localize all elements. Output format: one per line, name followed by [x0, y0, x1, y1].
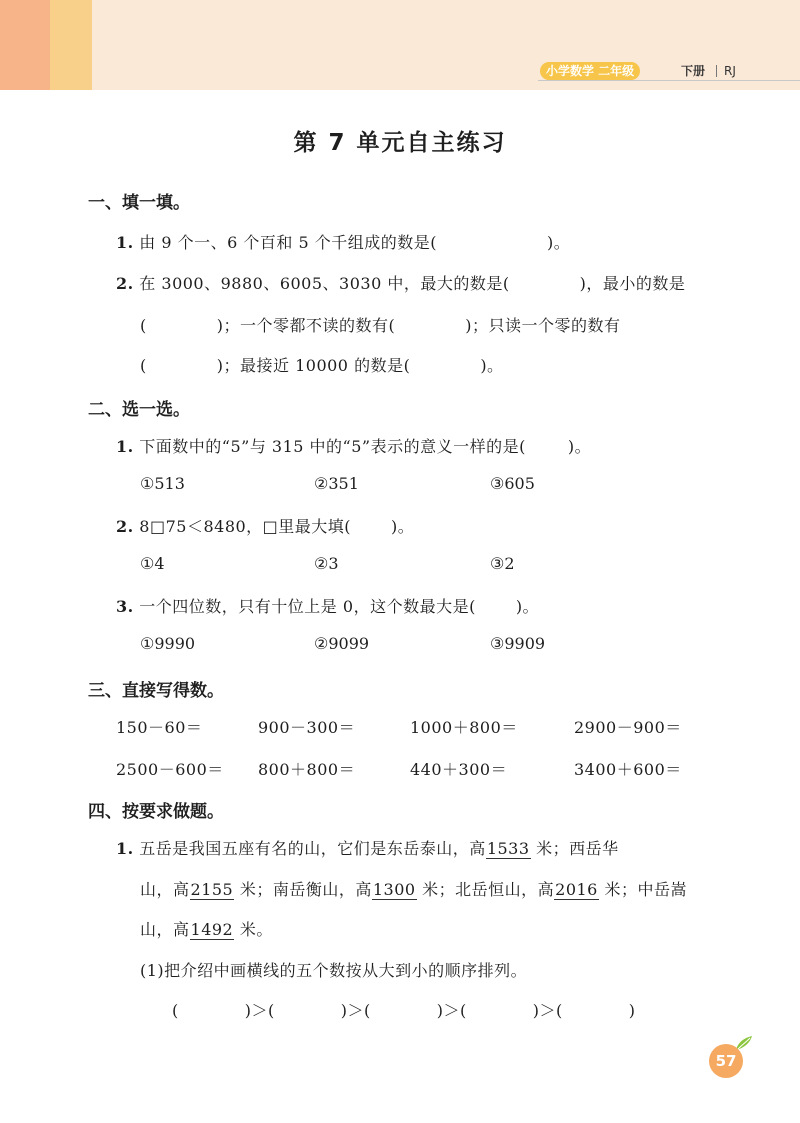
greater-than-sign: )＞(	[244, 1001, 275, 1020]
subject-label: 小学数学 二年级	[540, 62, 640, 80]
question-text: )，最小的数是	[579, 274, 686, 293]
question-1-1	[116, 230, 570, 253]
volume-label: 下册	[681, 64, 706, 78]
underlined-height: 1533	[486, 839, 530, 858]
question-number: 1.	[116, 839, 134, 858]
header-color-band	[0, 0, 50, 90]
option-c[interactable]: ③2	[490, 554, 515, 573]
option-b[interactable]: ②3	[314, 554, 339, 573]
question-2-2	[116, 514, 414, 537]
calc-item: 3400＋600＝	[574, 760, 682, 779]
paren-close: )	[628, 1001, 636, 1020]
page-number: 57	[709, 1044, 743, 1078]
question-text: )。	[480, 356, 504, 375]
option-c[interactable]: ③9909	[490, 634, 546, 653]
underlined-height: 1300	[372, 880, 416, 899]
question-text: (	[140, 356, 147, 375]
question-close: )。	[547, 233, 571, 252]
edition-label: RJ	[724, 64, 736, 78]
question-1-2-line-1	[116, 271, 685, 294]
header-separator	[716, 65, 717, 77]
section-heading-1: 一、填一填。	[88, 193, 190, 213]
paren-open: (	[172, 1001, 179, 1020]
question-text: 一个四位数，只有十位上是 0，这个数最大是(	[139, 597, 476, 616]
question-text: 米；南岳衡山，高	[234, 880, 372, 899]
question-close: )。	[515, 597, 540, 616]
calc-item: 1000＋800＝	[410, 718, 518, 737]
question-text: )；一个零都不读的数有(	[216, 316, 396, 335]
question-text: 米；西岳华	[530, 839, 619, 858]
option-b[interactable]: ②9099	[314, 634, 370, 653]
question-4-1-line-1	[116, 836, 619, 859]
option-a[interactable]: ①513	[140, 474, 185, 493]
calc-item: 2500－600＝	[116, 760, 224, 779]
question-text: 米；中岳嵩	[598, 880, 687, 899]
option-a[interactable]: ①9990	[140, 634, 196, 653]
greater-than-sign: )＞(	[436, 1001, 467, 1020]
section-heading-3: 三、直接写得数。	[88, 681, 224, 701]
question-text: )；只读一个零的数有	[465, 316, 621, 335]
question-4-1-line-2	[140, 877, 687, 900]
question-close: )。	[567, 437, 592, 456]
calc-item: 150－60＝	[116, 718, 203, 737]
question-text: 山，高	[140, 920, 190, 939]
greater-than-sign: )＞(	[532, 1001, 563, 1020]
option-b[interactable]: ②351	[314, 474, 359, 493]
question-text: 山，高	[140, 880, 190, 899]
option-c[interactable]: ③605	[490, 474, 535, 493]
greater-than-sign: )＞(	[340, 1001, 371, 1020]
question-text: (	[140, 316, 147, 335]
header-divider	[538, 80, 800, 81]
page-title: 第 7 单元自主练习	[293, 130, 507, 156]
question-number: 1.	[116, 233, 134, 252]
question-text: )；最接近 10000 的数是(	[216, 356, 411, 375]
question-text: 米；北岳恒山，高	[416, 880, 555, 899]
question-number: 2.	[116, 517, 134, 536]
question-text: 米。	[234, 920, 273, 939]
underlined-height: 2016	[555, 880, 598, 899]
question-text: 五岳是我国五座有名的山，它们是东岳泰山，高	[139, 839, 486, 858]
option-a[interactable]: ①4	[140, 554, 165, 573]
header-color-band-light	[50, 0, 92, 90]
question-2-3	[116, 594, 539, 617]
calc-item: 800＋800＝	[258, 760, 356, 779]
page-header	[0, 0, 800, 90]
question-2-1	[116, 434, 591, 457]
calc-item: 900－300＝	[258, 718, 356, 737]
section-heading-2: 二、选一选。	[88, 400, 190, 420]
section-heading-4: 四、按要求做题。	[88, 802, 224, 822]
calc-item: 2900－900＝	[574, 718, 682, 737]
question-number: 3.	[116, 597, 134, 616]
ordering-answer-row	[172, 998, 636, 1021]
question-4-1-line-3	[140, 917, 273, 940]
underlined-height: 1492	[190, 920, 234, 939]
question-number: 2.	[116, 274, 134, 293]
question-1-2-line-2	[140, 313, 621, 336]
question-text: 下面数中的“5”与 315 中的“5”表示的意义一样的是(	[139, 437, 526, 456]
underlined-height: 2155	[190, 880, 234, 899]
question-text: 在 3000、9880、6005、3030 中，最大的数是(	[139, 274, 510, 293]
question-close: )。	[391, 517, 415, 536]
sub-question-1: (1)把介绍中画横线的五个数按从大到小的顺序排列。	[140, 961, 528, 980]
question-text: 8□75＜8480，□里最大填(	[139, 517, 352, 536]
question-1-2-line-3	[140, 353, 504, 376]
question-text: 由 9 个一、6 个百和 5 个千组成的数是(	[139, 233, 438, 252]
question-number: 1.	[116, 437, 134, 456]
calc-item: 440＋300＝	[410, 760, 508, 779]
